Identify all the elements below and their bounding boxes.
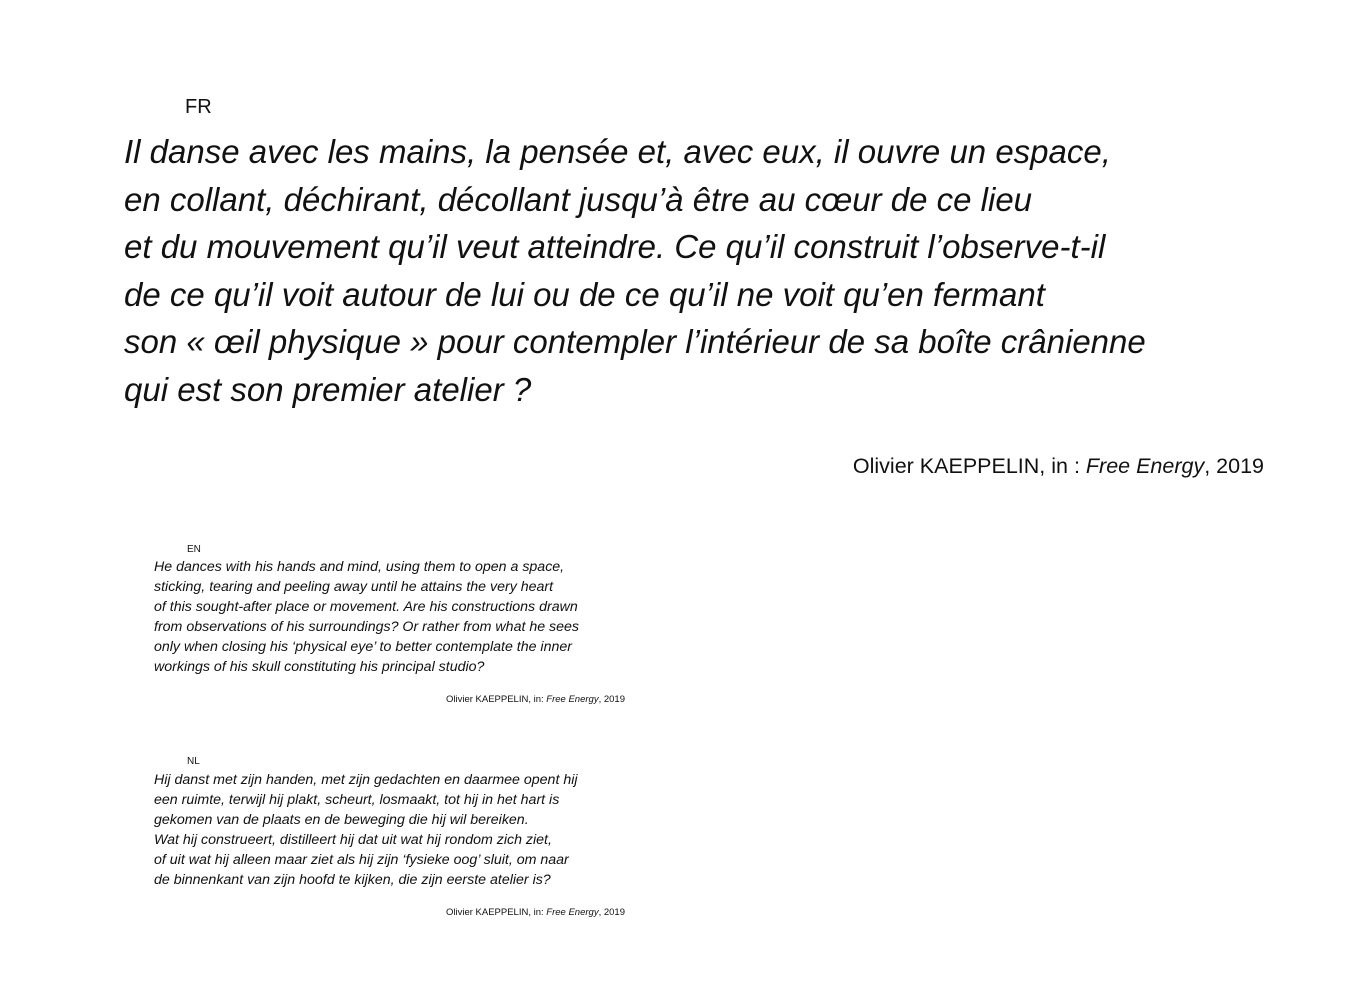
quote-line: only when closing his ‘physical eye’ to better contemplate the inner bbox=[154, 639, 572, 655]
quote-line: Il danse avec les mains, la pensée et, avec eux, il ouvre un espace, bbox=[124, 133, 1111, 170]
quote-fr bbox=[124, 128, 1304, 414]
attribution-work-title: Free Energy bbox=[546, 694, 599, 705]
quote-line: Wat hij construeert, distilleert hij dat uit wat hij rondom zich ziet, bbox=[154, 832, 552, 848]
quote-line: son « œil physique » pour contempler l’intérieur de sa boîte crânienne bbox=[124, 323, 1146, 361]
quote-line: workings of his skull constituting his principal studio? bbox=[154, 659, 485, 675]
attribution-author: Olivier KAEPPELIN, in : bbox=[852, 454, 1086, 478]
quote-line: de ce qu’il voit autour de lui ou de ce qu’il ne voit qu’en fermant bbox=[124, 275, 1045, 313]
quote-line: et du mouvement qu’il veut atteindre. Ce qu’il construit l’observe-t-il bbox=[124, 228, 1106, 266]
attribution-en bbox=[446, 694, 625, 706]
attribution-fr bbox=[853, 452, 1264, 480]
quote-line: Hij danst met zijn handen, met zijn gedachten en daarmee opent hij bbox=[154, 772, 578, 788]
quote-line: He dances with his hands and mind, using them to open a space, bbox=[154, 559, 565, 575]
language-label-nl: NL bbox=[187, 756, 200, 767]
quote-line: een ruimte, terwijl hij plakt, scheurt, losmaakt, tot hij in het hart is bbox=[154, 792, 560, 808]
attribution-work-title: Free Energy bbox=[546, 907, 599, 918]
language-label-fr: FR bbox=[185, 96, 212, 118]
quote-en bbox=[154, 557, 674, 677]
quote-line: de binnenkant van zijn hoofd te kijken, die zijn eerste atelier is? bbox=[154, 872, 551, 888]
quote-line: qui est son premier atelier ? bbox=[124, 370, 532, 408]
quote-line: of this sought-after place or movement. Are his constructions drawn bbox=[154, 599, 578, 615]
attribution-nl bbox=[446, 907, 625, 919]
attribution-year: , 2019 bbox=[1204, 454, 1264, 478]
quote-line: en collant, déchirant, décollant jusqu’à être au cœur de ce lieu bbox=[124, 180, 1033, 218]
attribution-year: , 2019 bbox=[598, 694, 625, 705]
quote-line: sticking, tearing and peeling away until he attains the very heart bbox=[154, 579, 554, 595]
attribution-year: , 2019 bbox=[598, 907, 625, 918]
attribution-author: Olivier KAEPPELIN, in: bbox=[445, 694, 547, 705]
quote-nl bbox=[154, 770, 674, 890]
attribution-author: Olivier KAEPPELIN, in: bbox=[445, 907, 547, 918]
quote-line: from observations of his surroundings? Or rather from what he sees bbox=[154, 619, 580, 635]
quote-line: gekomen van de plaats en de beweging die hij wil bereiken. bbox=[154, 812, 529, 828]
quote-line: of uit wat hij alleen maar ziet als hij zijn ‘fysieke oog’ sluit, om naar bbox=[154, 852, 569, 868]
attribution-work-title: Free Energy bbox=[1085, 454, 1205, 478]
language-label-en: EN bbox=[187, 544, 201, 555]
